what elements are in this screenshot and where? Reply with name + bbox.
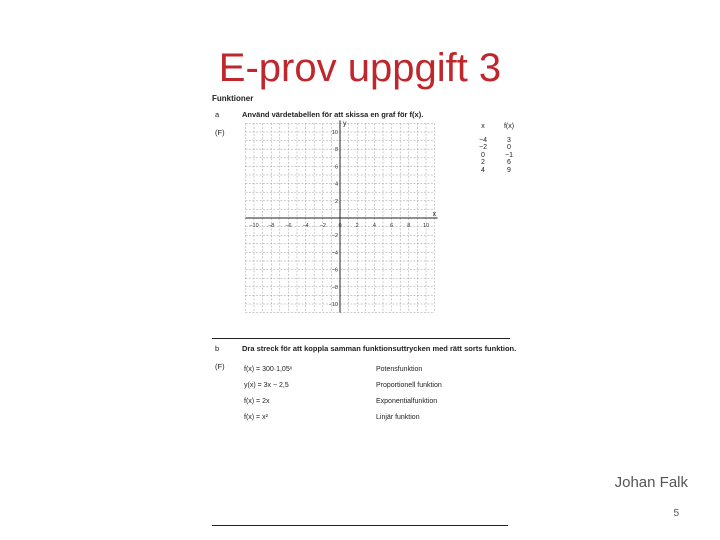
x-tick-label: −8 bbox=[268, 223, 275, 229]
table-cell: 9 bbox=[507, 166, 511, 174]
y-tick-label: 4 bbox=[334, 181, 338, 188]
y-tick-label: −10 bbox=[328, 302, 338, 308]
table-cell: 2 bbox=[481, 159, 485, 166]
y-tick-label: 8 bbox=[334, 147, 338, 154]
table-cell: 3 bbox=[507, 136, 511, 144]
x-tick-label: 0 bbox=[338, 223, 342, 229]
table-row bbox=[470, 159, 522, 167]
expression-item: f(x) = x² bbox=[244, 414, 268, 421]
bottom-rule bbox=[212, 525, 508, 526]
author-name: Johan Falk bbox=[614, 474, 688, 491]
x-tick-label: 8 bbox=[407, 223, 411, 229]
table-header-x: x bbox=[481, 123, 485, 130]
part-a-text: Använd värdetabellen för att skissa en graf för f(x). bbox=[242, 110, 424, 119]
table-cell: −2 bbox=[479, 144, 487, 151]
table-cell: 0 bbox=[507, 144, 511, 151]
function-type-item: Linjär funktion bbox=[376, 414, 420, 421]
table-row bbox=[470, 152, 522, 160]
table-row bbox=[470, 144, 522, 152]
slide-title: E-prov uppgift 3 bbox=[218, 46, 502, 90]
x-tick-label: −6 bbox=[285, 223, 292, 229]
section-title: Funktioner bbox=[212, 94, 254, 103]
table-cell: 4 bbox=[481, 166, 485, 174]
x-tick-label: 2 bbox=[355, 223, 359, 229]
x-tick-label: −10 bbox=[249, 223, 259, 229]
y-axis-label: y bbox=[343, 120, 347, 128]
exam-document bbox=[212, 92, 517, 532]
expression-item: f(x) = 2x bbox=[244, 398, 270, 405]
part-b-letter: b bbox=[215, 344, 220, 353]
part-b-points: (F) bbox=[215, 362, 225, 371]
expression-item: f(x) = 300·1,05ˣ bbox=[244, 366, 293, 373]
x-tick-label: 4 bbox=[372, 223, 376, 229]
table-cell: −4 bbox=[479, 136, 487, 144]
table-cell: −1 bbox=[505, 151, 513, 159]
y-tick-label: −2 bbox=[331, 233, 338, 240]
table-cell: 6 bbox=[507, 159, 511, 166]
part-a-letter: a bbox=[215, 110, 220, 119]
x-tick-label: −4 bbox=[302, 223, 309, 229]
y-tick-label: 6 bbox=[334, 164, 338, 171]
x-tick-label: −2 bbox=[319, 223, 326, 229]
table-row bbox=[470, 137, 522, 145]
x-tick-label: 6 bbox=[390, 223, 394, 229]
table-cell: 0 bbox=[481, 151, 485, 159]
value-table bbox=[470, 123, 522, 174]
coordinate-grid bbox=[240, 118, 440, 344]
y-tick-label: −6 bbox=[331, 267, 338, 274]
divider-line bbox=[212, 338, 510, 339]
expression-item: y(x) = 3x − 2,5 bbox=[244, 382, 289, 389]
y-tick-label: −4 bbox=[331, 250, 338, 257]
y-tick-label: −8 bbox=[331, 284, 338, 291]
y-tick-label: 10 bbox=[331, 130, 338, 136]
x-axis-label: x bbox=[432, 211, 437, 218]
part-b-text: Dra streck för att koppla samman funktionsuttrycken med rätt sorts funktion. bbox=[242, 344, 517, 353]
function-type-item: Potensfunktion bbox=[376, 366, 423, 373]
table-header-fx: f(x) bbox=[503, 123, 515, 130]
x-tick-label: 10 bbox=[422, 223, 430, 229]
y-tick-label: 2 bbox=[334, 198, 338, 205]
function-type-item: Exponentialfunktion bbox=[376, 398, 438, 405]
value-table-header bbox=[470, 123, 522, 131]
table-row bbox=[470, 167, 522, 175]
function-type-item: Proportionell funktion bbox=[376, 382, 442, 389]
page-number: 5 bbox=[673, 508, 679, 519]
part-a-points: (F) bbox=[215, 128, 225, 137]
